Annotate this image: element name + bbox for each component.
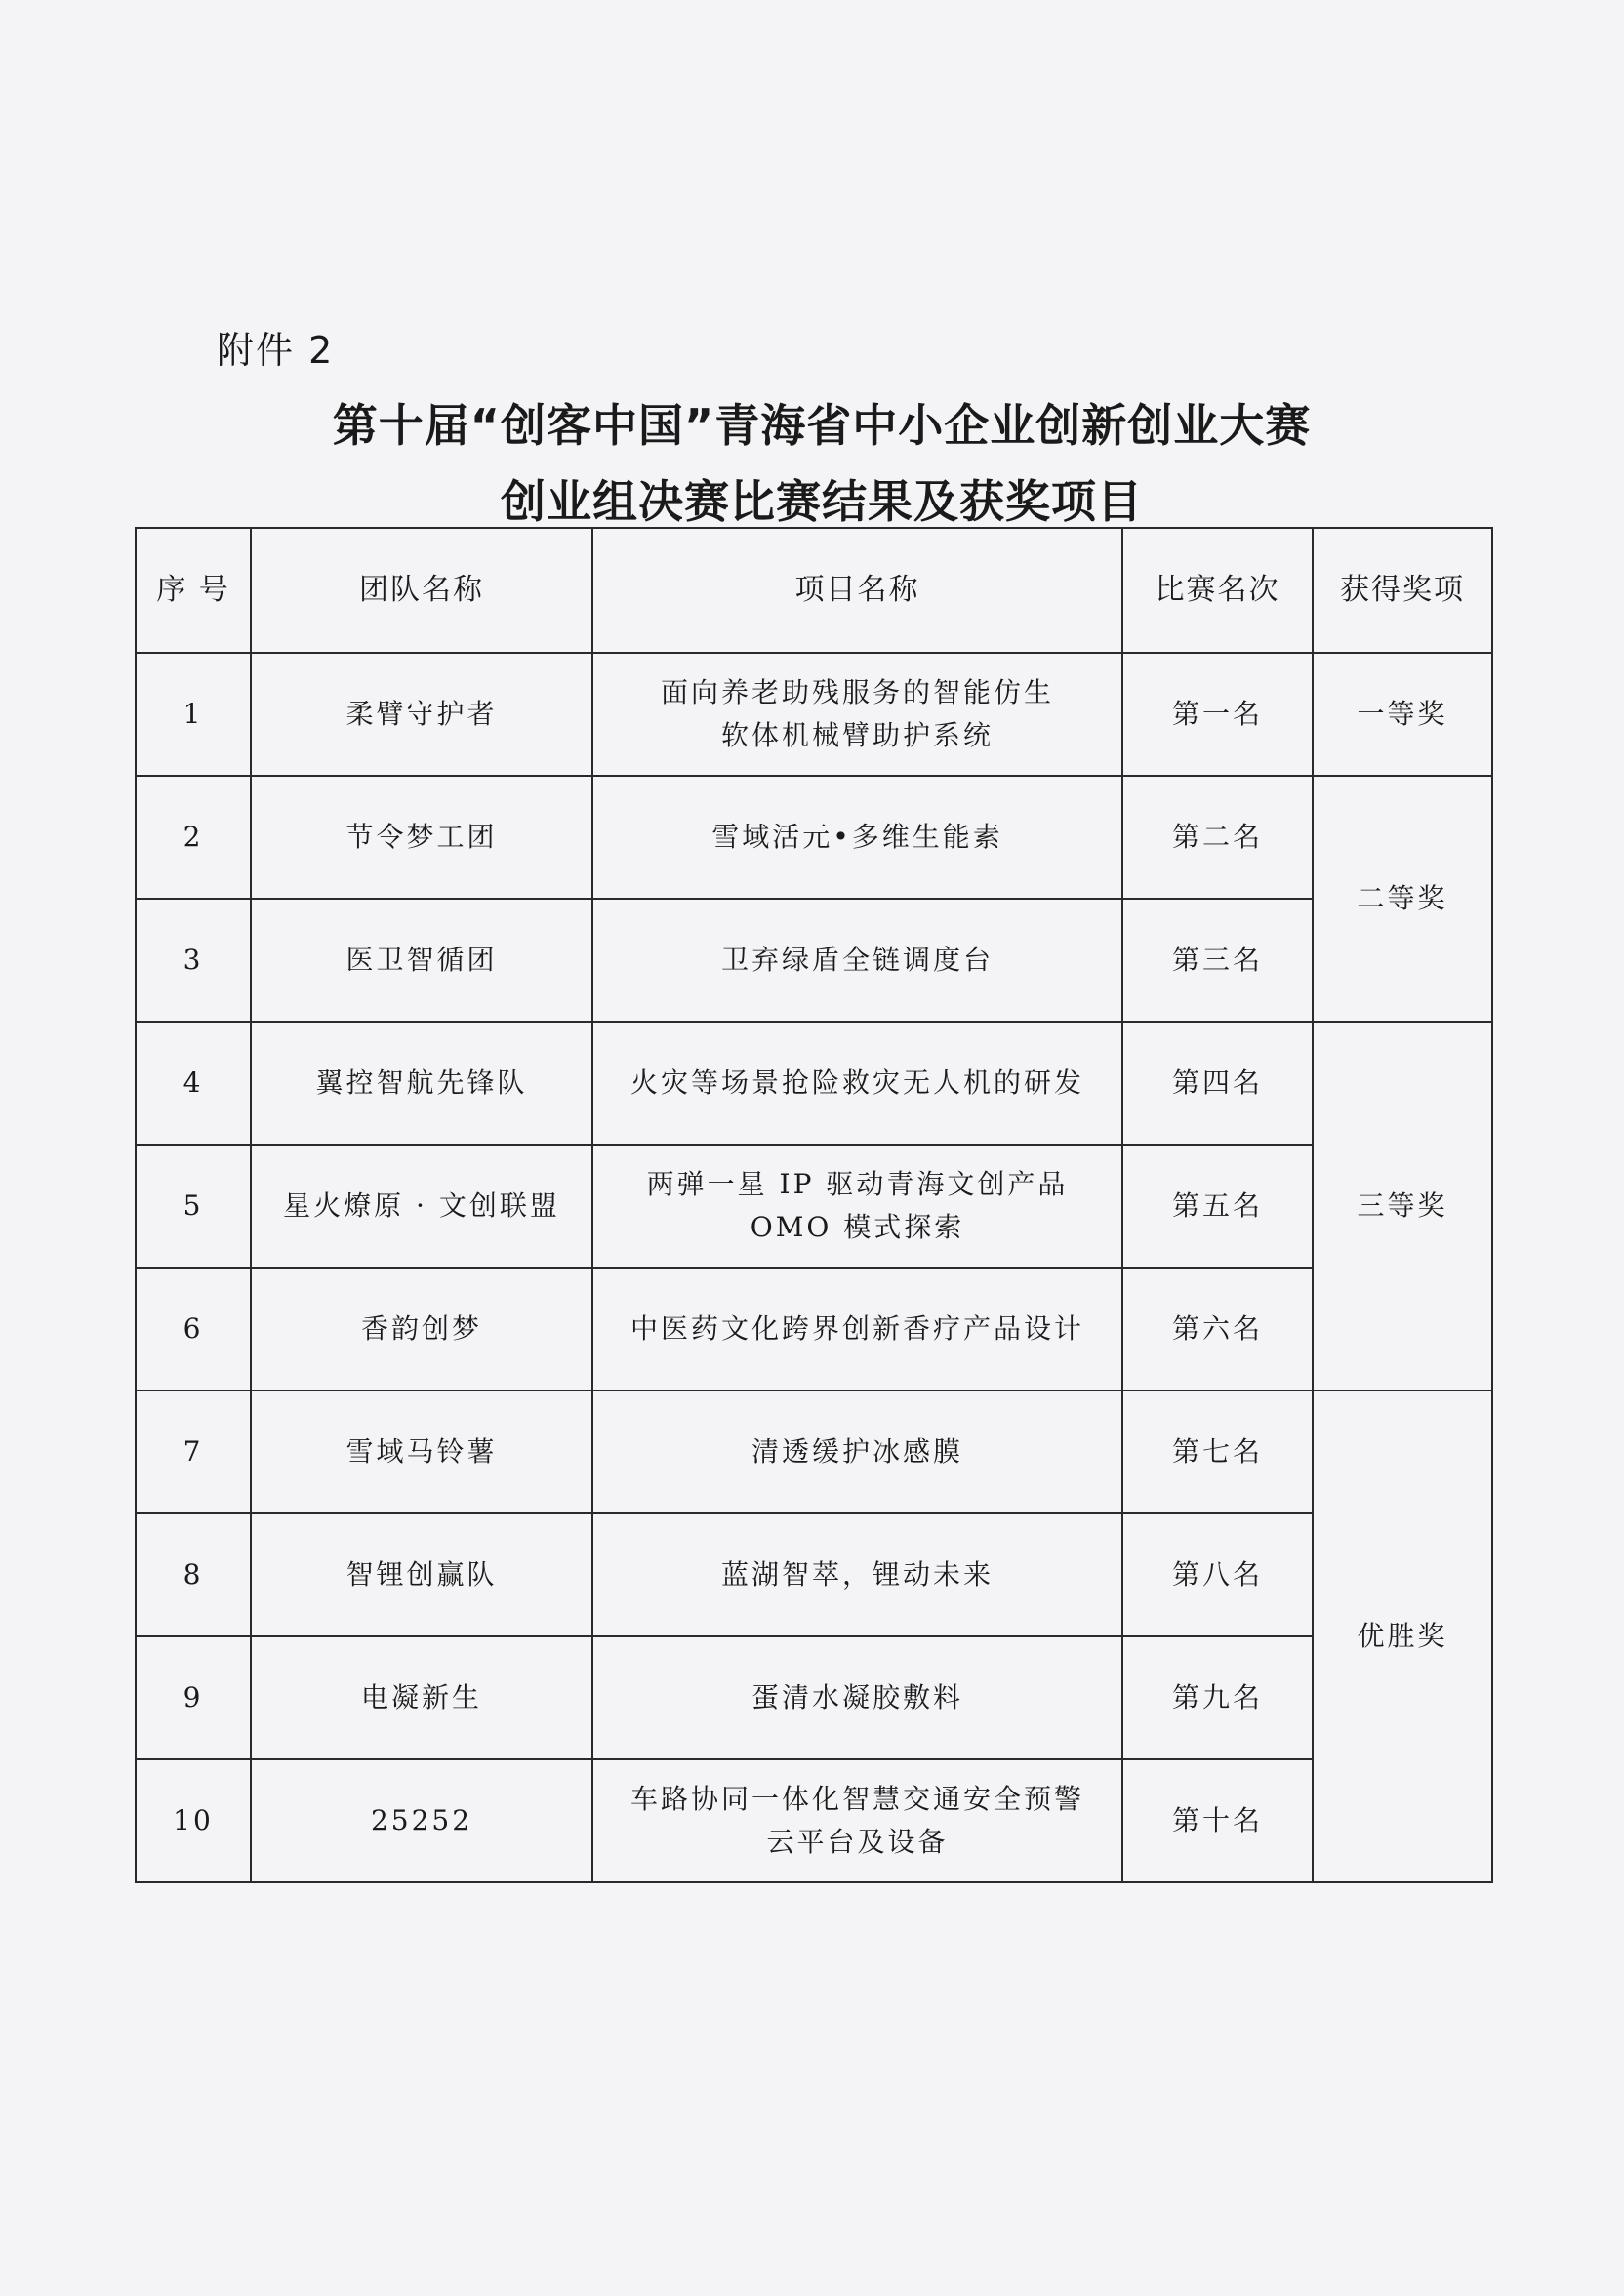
cell-rank: 第四名 [1122, 1022, 1313, 1145]
cell-project-line2: OMO 模式探索 [750, 1211, 965, 1243]
cell-award-first: 一等奖 [1313, 653, 1492, 776]
cell-team: 雪域马铃薯 [251, 1390, 592, 1513]
cell-rank: 第九名 [1122, 1636, 1313, 1759]
cell-no: 7 [136, 1390, 251, 1513]
header-team: 团队名称 [251, 528, 592, 653]
table-row [136, 1390, 1492, 1513]
cell-team: 医卫智循团 [251, 899, 592, 1022]
cell-rank: 第六名 [1122, 1268, 1313, 1390]
cell-project-line1: 面向养老助残服务的智能仿生 [660, 676, 1054, 708]
cell-team: 节令梦工团 [251, 776, 592, 899]
table-row [136, 776, 1492, 899]
cell-team: 香韵创梦 [251, 1268, 592, 1390]
cell-award-excellence: 优胜奖 [1313, 1390, 1492, 1882]
cell-no: 2 [136, 776, 251, 899]
cell-project: 中医药文化跨界创新香疗产品设计 [592, 1268, 1122, 1390]
cell-rank: 第十名 [1122, 1759, 1313, 1882]
cell-rank: 第二名 [1122, 776, 1313, 899]
cell-no: 6 [136, 1268, 251, 1390]
attachment-label: 附件 2 [217, 329, 335, 372]
cell-team: 翼控智航先锋队 [251, 1022, 592, 1145]
cell-team: 星火燎原 · 文创联盟 [251, 1145, 592, 1268]
table-row [136, 1513, 1492, 1636]
header-no: 序 号 [136, 528, 251, 653]
cell-project-line2: 云平台及设备 [766, 1826, 949, 1858]
table-row [136, 1636, 1492, 1759]
cell-no: 8 [136, 1513, 251, 1636]
table-row [136, 899, 1492, 1022]
header-rank: 比赛名次 [1122, 528, 1313, 653]
header-award: 获得奖项 [1313, 528, 1492, 653]
page-title: 第十届“创客中国”青海省中小企业创新创业大赛 [332, 399, 1312, 452]
table-row [136, 1022, 1492, 1145]
cell-no: 4 [136, 1022, 251, 1145]
cell-project [592, 1759, 1122, 1882]
cell-award-second: 二等奖 [1313, 776, 1492, 1022]
cell-project: 卫弃绿盾全链调度台 [592, 899, 1122, 1022]
cell-rank: 第七名 [1122, 1390, 1313, 1513]
cell-project-line1: 车路协同一体化智慧交通安全预警 [629, 1783, 1084, 1815]
cell-award-third: 三等奖 [1313, 1022, 1492, 1390]
cell-team: 智锂创赢队 [251, 1513, 592, 1636]
cell-no: 5 [136, 1145, 251, 1268]
table-row [136, 1145, 1492, 1268]
page-subtitle: 创业组决赛比赛结果及获奖项目 [501, 475, 1143, 528]
cell-no: 9 [136, 1636, 251, 1759]
cell-no: 10 [136, 1759, 251, 1882]
cell-rank: 第三名 [1122, 899, 1313, 1022]
table-row [136, 1759, 1492, 1882]
cell-team: 电凝新生 [251, 1636, 592, 1759]
cell-project [592, 653, 1122, 776]
cell-no: 1 [136, 653, 251, 776]
results-table [135, 527, 1493, 1883]
cell-project [592, 1145, 1122, 1268]
cell-project: 蛋清水凝胶敷料 [592, 1636, 1122, 1759]
cell-no: 3 [136, 899, 251, 1022]
cell-rank: 第八名 [1122, 1513, 1313, 1636]
cell-project: 火灾等场景抢险救灾无人机的研发 [592, 1022, 1122, 1145]
header-project: 项目名称 [592, 528, 1122, 653]
table-row [136, 653, 1492, 776]
cell-project: 蓝湖智萃，锂动未来 [592, 1513, 1122, 1636]
cell-project-line1: 两弹一星 IP 驱动青海文创产品 [646, 1168, 1069, 1200]
table-row [136, 1268, 1492, 1390]
cell-project: 清透缓护冰感膜 [592, 1390, 1122, 1513]
cell-project-line2: 软体机械臂助护系统 [720, 719, 994, 751]
table-header-row [136, 528, 1492, 653]
cell-team: 25252 [251, 1759, 592, 1882]
cell-team: 柔臂守护者 [251, 653, 592, 776]
cell-project: 雪域活元•多维生能素 [592, 776, 1122, 899]
cell-rank: 第五名 [1122, 1145, 1313, 1268]
cell-rank: 第一名 [1122, 653, 1313, 776]
